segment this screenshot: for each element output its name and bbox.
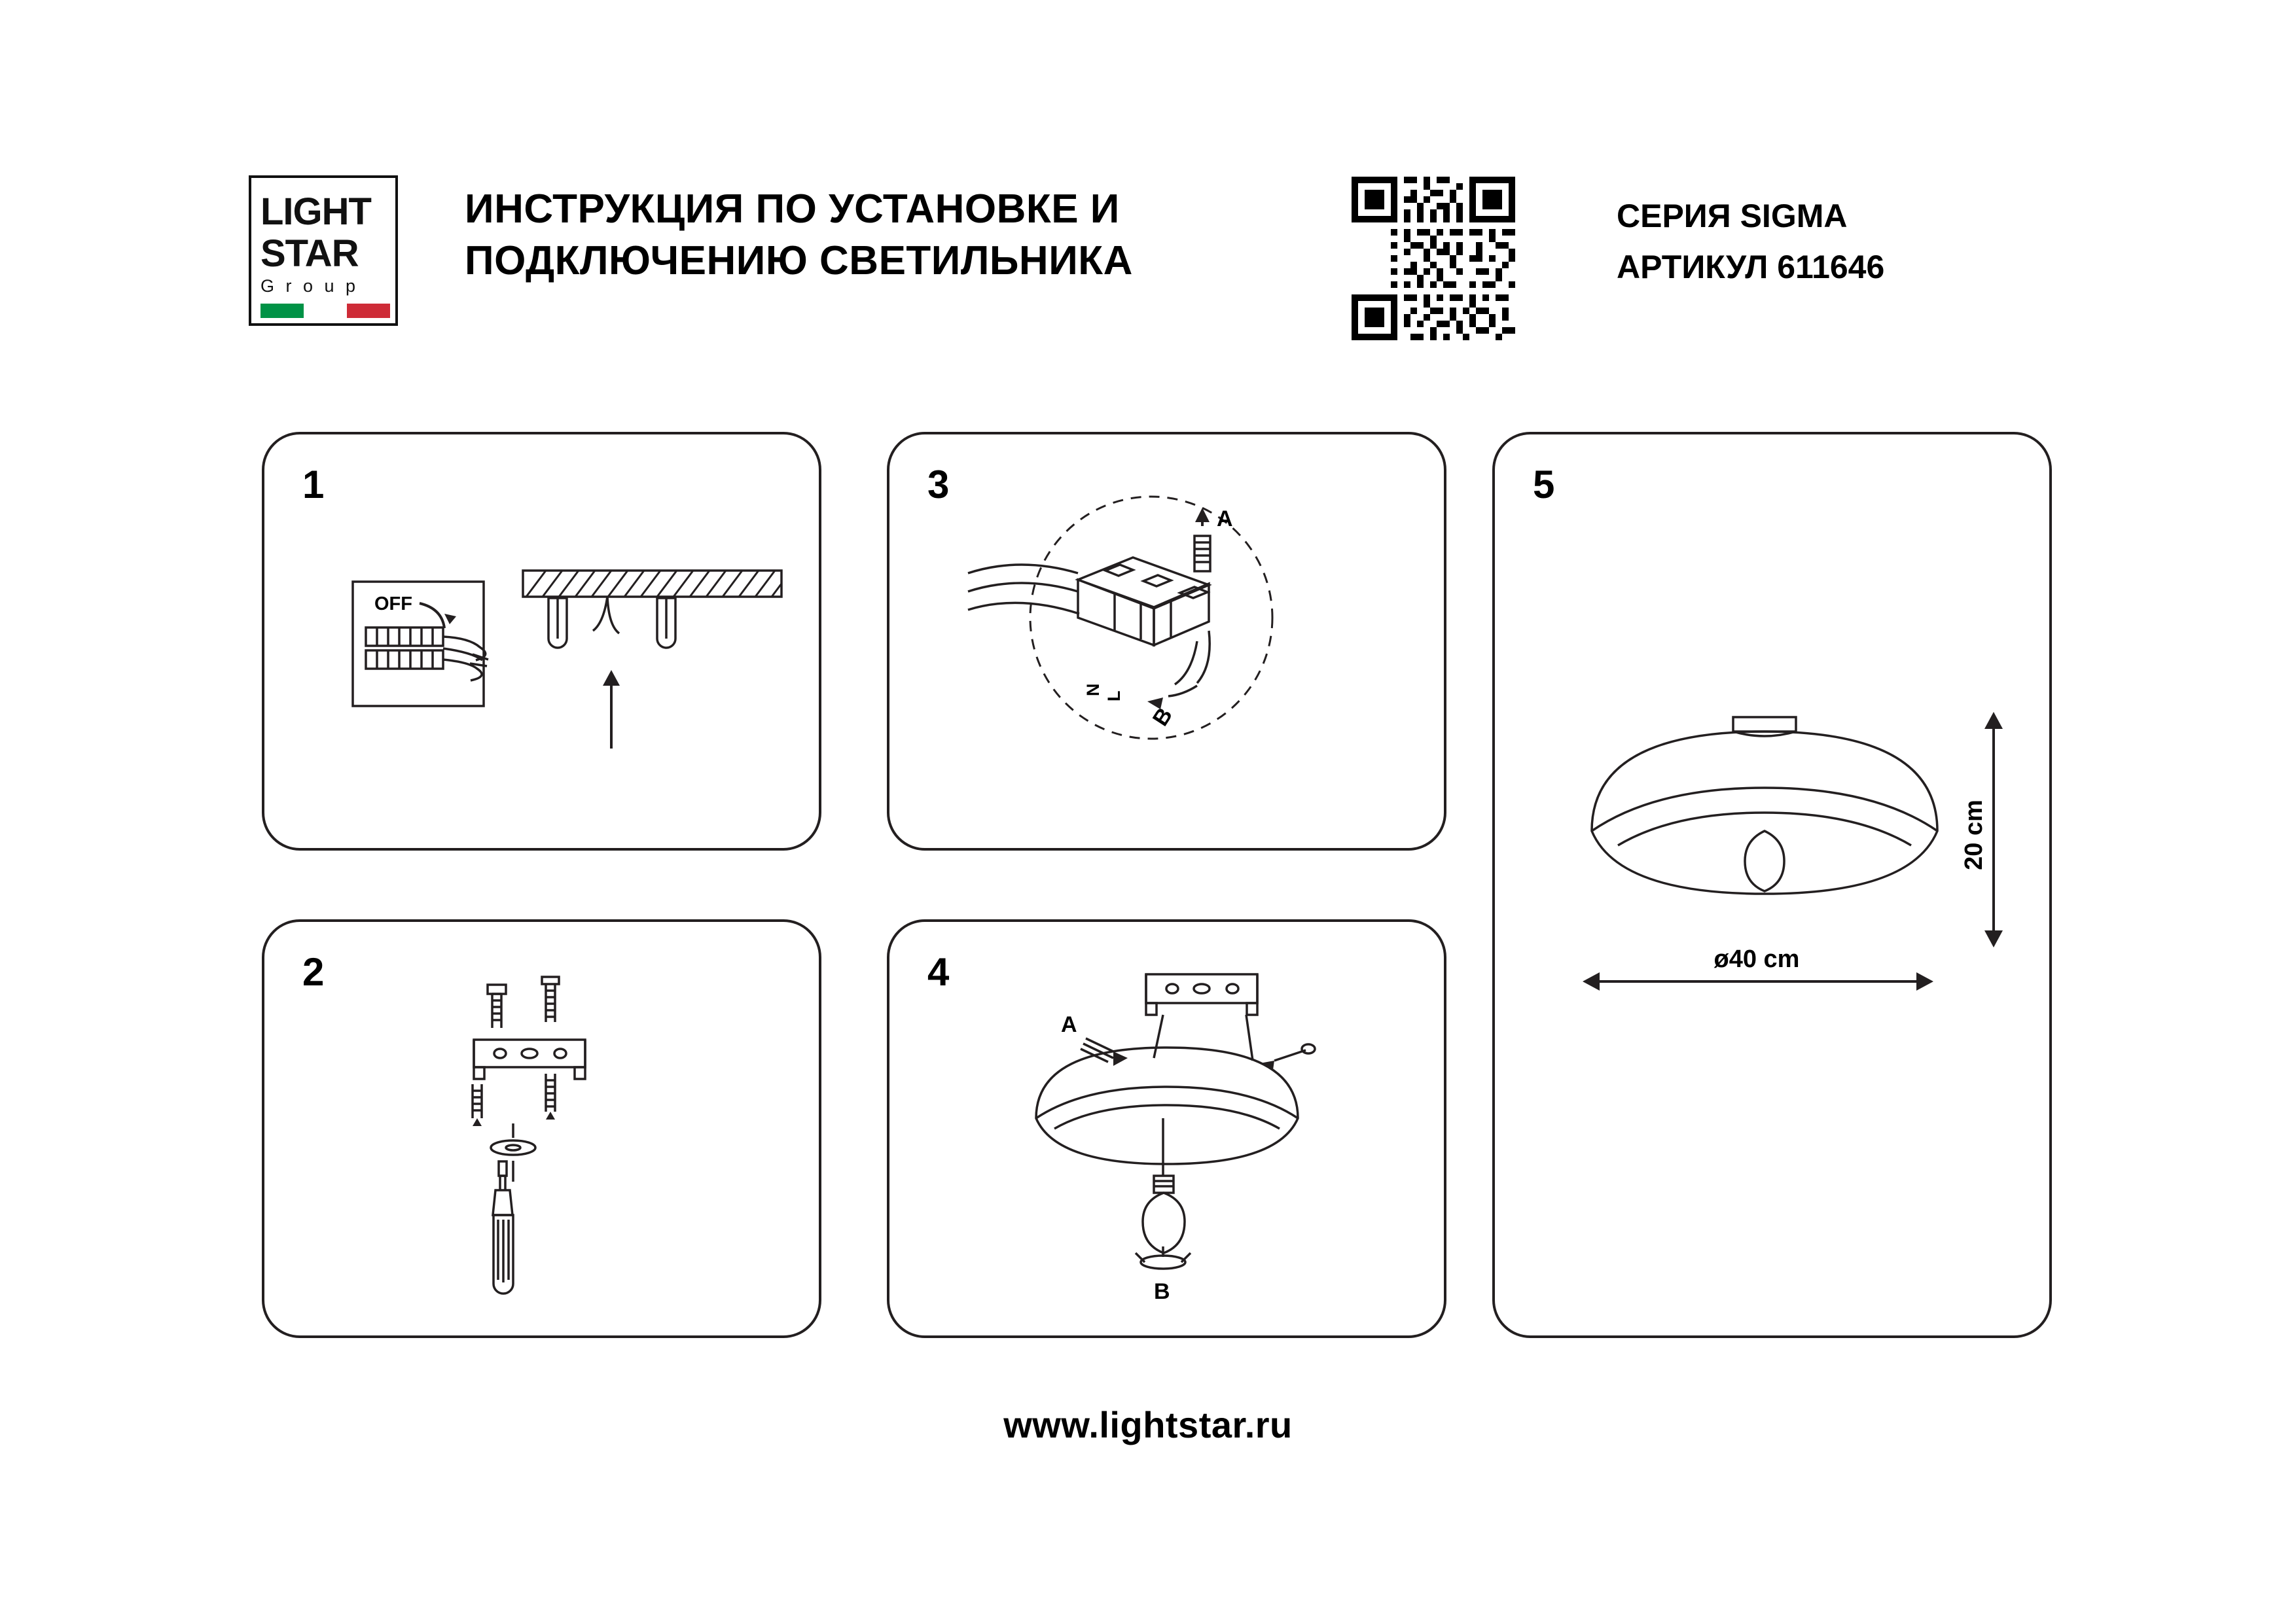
logo-line-2: STAR bbox=[260, 232, 359, 275]
terminal-l-label: L bbox=[1104, 690, 1124, 701]
marker-b-label-step3: B bbox=[1147, 703, 1178, 731]
terminal-n-label: N bbox=[1083, 683, 1103, 696]
step-panel-5 bbox=[1492, 432, 2052, 1338]
series-label: СЕРИЯ SIGMA bbox=[1617, 198, 1848, 234]
marker-b-label-step4: B bbox=[1154, 1279, 1170, 1304]
step-number-2: 2 bbox=[302, 950, 325, 994]
step-5-illustration bbox=[1495, 434, 2054, 1341]
product-meta bbox=[1617, 191, 2036, 292]
page-header bbox=[249, 164, 2055, 340]
step-panel-1 bbox=[262, 432, 821, 851]
step-2-illustration bbox=[264, 922, 824, 1341]
diameter-dimension-label: ø40 cm bbox=[1713, 945, 1800, 973]
italian-flag-icon bbox=[260, 304, 390, 318]
qr-code-icon bbox=[1352, 177, 1515, 340]
logo-line-1: LIGHT bbox=[260, 190, 371, 233]
step-panel-4 bbox=[887, 919, 1446, 1338]
step-number-3: 3 bbox=[927, 463, 950, 506]
step-number-5: 5 bbox=[1533, 463, 1555, 506]
height-dimension-label: 20 cm bbox=[1960, 800, 1988, 870]
step-3-illustration bbox=[889, 434, 1449, 853]
website-footer[interactable]: www.lightstar.ru bbox=[1003, 1404, 1293, 1445]
article-label: АРТИКУЛ 611646 bbox=[1617, 248, 1885, 285]
marker-a-label-step3: A bbox=[1217, 506, 1233, 531]
step-1-illustration bbox=[264, 434, 824, 853]
off-label: OFF bbox=[374, 593, 412, 614]
step-panel-3 bbox=[887, 432, 1446, 851]
marker-a-label-step4: A bbox=[1061, 1012, 1077, 1037]
step-number-1: 1 bbox=[302, 463, 325, 506]
logo-line-3: G r o u p bbox=[260, 276, 359, 296]
page-title: ИНСТРУКЦИЯ ПО УСТАНОВКЕ И ПОДКЛЮЧЕНИЮ СВЕТИЛЬНИКА bbox=[465, 186, 1133, 284]
step-4-illustration bbox=[889, 922, 1449, 1341]
brand-logo bbox=[249, 175, 398, 326]
step-number-4: 4 bbox=[927, 950, 950, 994]
step-panel-2 bbox=[262, 919, 821, 1338]
